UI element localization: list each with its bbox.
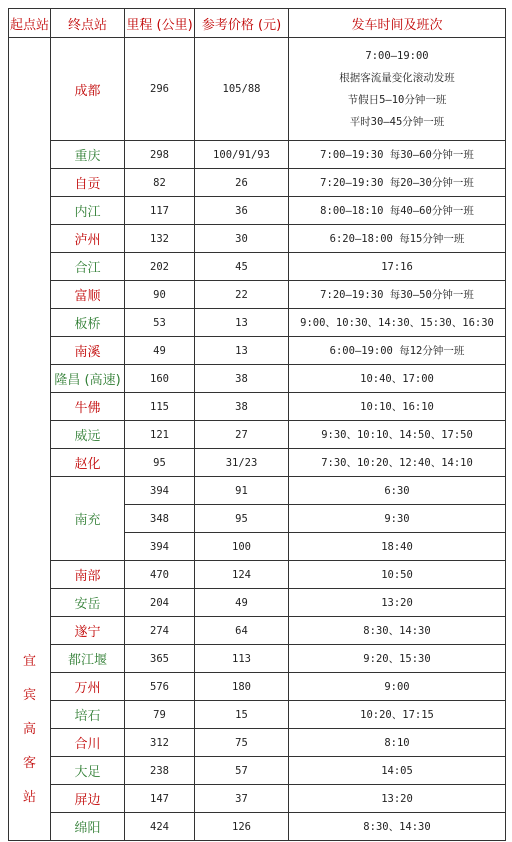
distance-cell: 90 [125, 281, 195, 309]
price-cell: 38 [195, 365, 289, 393]
price-cell: 49 [195, 589, 289, 617]
header-price: 参考价格 (元) [195, 9, 289, 38]
price-cell: 27 [195, 421, 289, 449]
schedule-cell: 18:40 [289, 533, 506, 561]
price-cell: 113 [195, 645, 289, 673]
destination-cell: 板桥 [51, 309, 125, 337]
price-cell: 100/91/93 [195, 141, 289, 169]
destination-cell: 南溪 [51, 337, 125, 365]
distance-cell: 394 [125, 477, 195, 505]
schedule-cell: 8:10 [289, 729, 506, 757]
schedule-cell: 10:50 [289, 561, 506, 589]
schedule-cell: 6:30 [289, 477, 506, 505]
destination-cell: 富顺 [51, 281, 125, 309]
distance-cell: 348 [125, 505, 195, 533]
table-row [9, 813, 506, 841]
distance-cell: 160 [125, 365, 195, 393]
distance-cell: 49 [125, 337, 195, 365]
price-cell: 36 [195, 197, 289, 225]
header-row [9, 9, 506, 38]
table-row [9, 309, 506, 337]
schedule-cell: 7:20—19:30 每30—50分钟一班 [289, 281, 506, 309]
distance-cell: 470 [125, 561, 195, 589]
schedule-cell: 9:30、10:10、14:50、17:50 [289, 421, 506, 449]
origin-char: 宜 [22, 654, 36, 669]
schedule-cell: 6:00—19:00 每12分钟一班 [289, 337, 506, 365]
destination-cell: 自贡 [51, 169, 125, 197]
table-row [9, 477, 506, 505]
table-row [9, 337, 506, 365]
destination-cell: 万州 [51, 673, 125, 701]
price-cell: 91 [195, 477, 289, 505]
destination-cell: 隆昌 (高速) [51, 365, 125, 393]
destination-cell: 遂宁 [51, 617, 125, 645]
schedule-cell: 13:20 [289, 785, 506, 813]
schedule-cell: 10:10、16:10 [289, 393, 506, 421]
distance-cell: 147 [125, 785, 195, 813]
destination-cell: 屏边 [51, 785, 125, 813]
schedule-line: 平时30—45分钟一班 [349, 116, 445, 128]
table-row [9, 701, 506, 729]
origin-char: 客 [22, 756, 36, 771]
table-row [9, 673, 506, 701]
table-row [9, 729, 506, 757]
schedule-cell: 8:30、14:30 [289, 617, 506, 645]
distance-cell: 202 [125, 253, 195, 281]
header-schedule: 发车时间及班次 [289, 9, 506, 38]
destination-cell: 绵阳 [51, 813, 125, 841]
distance-cell: 238 [125, 757, 195, 785]
header-destination: 终点站 [51, 9, 125, 38]
destination-cell: 合川 [51, 729, 125, 757]
destination-cell: 威远 [51, 421, 125, 449]
table-row [9, 169, 506, 197]
price-cell: 75 [195, 729, 289, 757]
distance-cell: 424 [125, 813, 195, 841]
schedule-cell: 14:05 [289, 757, 506, 785]
price-cell: 13 [195, 309, 289, 337]
schedule-cell: 9:30 [289, 505, 506, 533]
origin-char: 高 [22, 722, 36, 737]
origin-char: 站 [22, 790, 36, 805]
header-distance: 里程 (公里) [125, 9, 195, 38]
price-cell: 30 [195, 225, 289, 253]
price-cell: 37 [195, 785, 289, 813]
distance-cell: 298 [125, 141, 195, 169]
schedule-cell: 13:20 [289, 589, 506, 617]
table-row [9, 589, 506, 617]
distance-cell: 204 [125, 589, 195, 617]
price-cell: 57 [195, 757, 289, 785]
price-cell: 31/23 [195, 449, 289, 477]
schedule-cell: 9:00、10:30、14:30、15:30、16:30 [289, 309, 506, 337]
price-cell: 95 [195, 505, 289, 533]
price-cell: 180 [195, 673, 289, 701]
distance-cell: 394 [125, 533, 195, 561]
price-cell: 100 [195, 533, 289, 561]
schedule-line: 节假日5—10分钟一班 [347, 94, 447, 106]
schedule-cell: 8:30、14:30 [289, 813, 506, 841]
price-cell: 124 [195, 561, 289, 589]
table-row [9, 197, 506, 225]
schedule-cell [289, 38, 506, 141]
price-cell: 64 [195, 617, 289, 645]
table-row [9, 393, 506, 421]
table-row [9, 281, 506, 309]
schedule-cell: 8:00—18:10 每40—60分钟一班 [289, 197, 506, 225]
destination-cell: 南充 [51, 477, 125, 561]
table-row [9, 365, 506, 393]
header-origin: 起点站 [9, 9, 51, 38]
schedule-line: 根据客流量变化滚动发班 [339, 72, 455, 84]
price-cell: 22 [195, 281, 289, 309]
table-row [9, 421, 506, 449]
distance-cell: 117 [125, 197, 195, 225]
origin-char: 宾 [22, 688, 36, 703]
price-cell: 26 [195, 169, 289, 197]
distance-cell: 79 [125, 701, 195, 729]
destination-cell: 重庆 [51, 141, 125, 169]
distance-cell: 312 [125, 729, 195, 757]
schedule-cell: 10:40、17:00 [289, 365, 506, 393]
schedule-cell: 7:00—19:30 每30—60分钟一班 [289, 141, 506, 169]
schedule-cell: 7:30、10:20、12:40、14:10 [289, 449, 506, 477]
distance-cell: 121 [125, 421, 195, 449]
table-row [9, 141, 506, 169]
schedule-cell: 9:20、15:30 [289, 645, 506, 673]
distance-cell: 274 [125, 617, 195, 645]
destination-cell: 成都 [51, 38, 125, 141]
schedule-cell: 6:20—18:00 每15分钟一班 [289, 225, 506, 253]
price-cell: 45 [195, 253, 289, 281]
distance-cell: 82 [125, 169, 195, 197]
price-cell: 15 [195, 701, 289, 729]
destination-cell: 牛佛 [51, 393, 125, 421]
schedule-cell: 10:20、17:15 [289, 701, 506, 729]
destination-cell: 赵化 [51, 449, 125, 477]
destination-cell: 南部 [51, 561, 125, 589]
destination-cell: 安岳 [51, 589, 125, 617]
distance-cell: 365 [125, 645, 195, 673]
table-row [9, 449, 506, 477]
table-row [9, 645, 506, 673]
destination-cell: 大足 [51, 757, 125, 785]
table-row [9, 38, 506, 141]
table-row [9, 617, 506, 645]
distance-cell: 576 [125, 673, 195, 701]
origin-station-cell [9, 38, 51, 841]
destination-cell: 内江 [51, 197, 125, 225]
price-cell: 126 [195, 813, 289, 841]
destination-cell: 合江 [51, 253, 125, 281]
table-row [9, 757, 506, 785]
destination-cell: 泸州 [51, 225, 125, 253]
destination-cell: 培石 [51, 701, 125, 729]
bus-schedule-table [8, 8, 506, 841]
schedule-cell: 17:16 [289, 253, 506, 281]
table-row [9, 253, 506, 281]
distance-cell: 95 [125, 449, 195, 477]
table-row [9, 785, 506, 813]
distance-cell: 296 [125, 38, 195, 141]
distance-cell: 115 [125, 393, 195, 421]
distance-cell: 53 [125, 309, 195, 337]
price-cell: 13 [195, 337, 289, 365]
schedule-cell: 9:00 [289, 673, 506, 701]
table-row [9, 225, 506, 253]
schedule-cell: 7:20—19:30 每20—30分钟一班 [289, 169, 506, 197]
destination-cell: 都江堰 [51, 645, 125, 673]
table-row [9, 561, 506, 589]
schedule-line: 7:00—19:00 [365, 50, 429, 62]
price-cell: 105/88 [195, 38, 289, 141]
distance-cell: 132 [125, 225, 195, 253]
price-cell: 38 [195, 393, 289, 421]
